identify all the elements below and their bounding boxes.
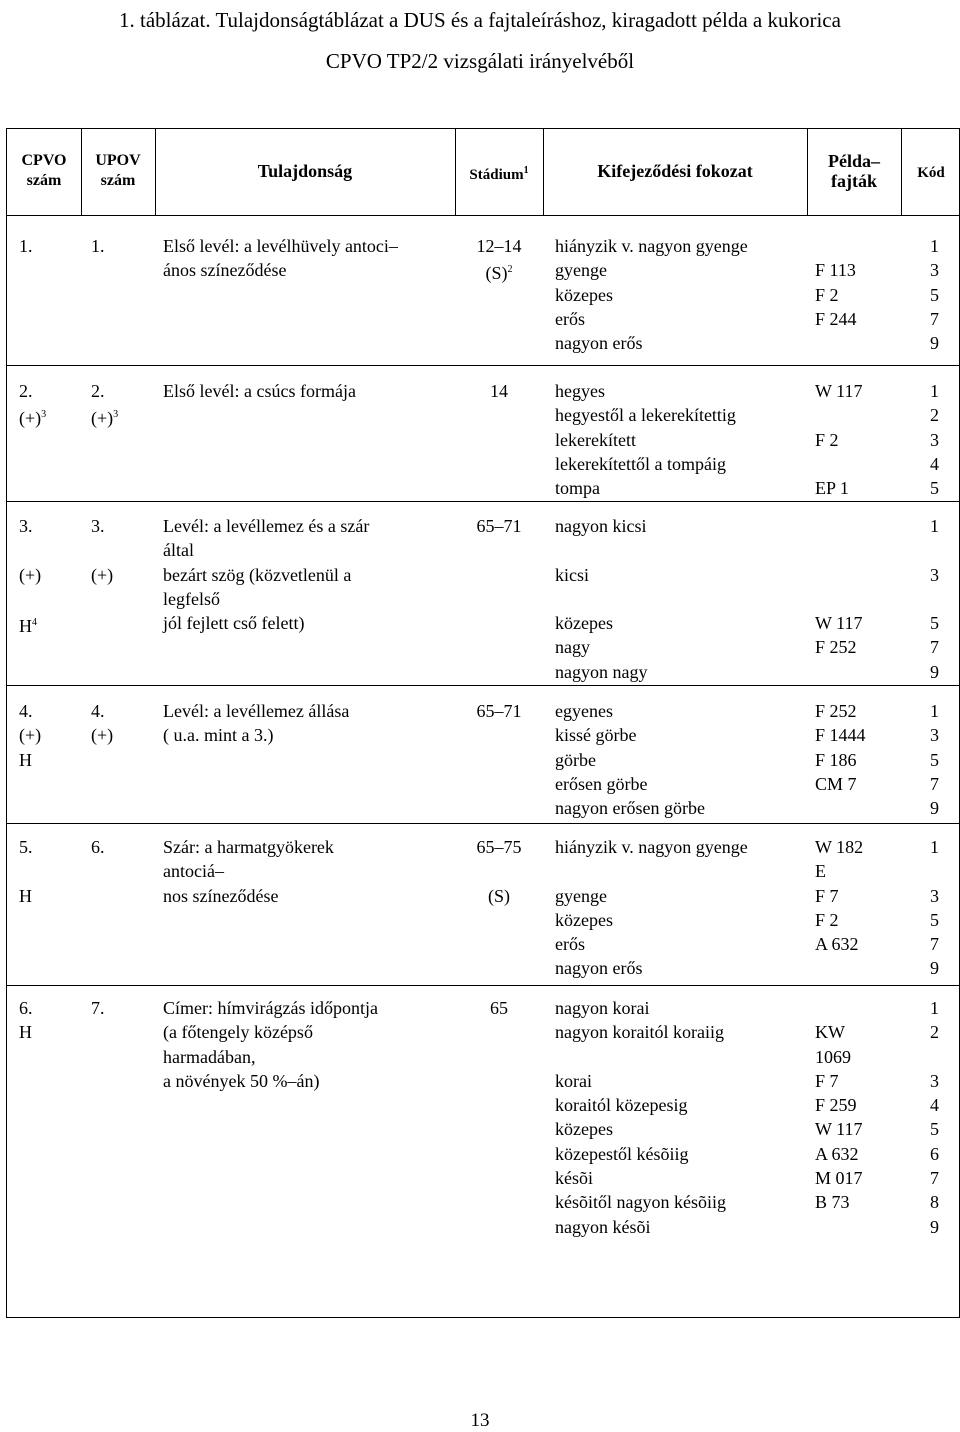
code-values: 1 3 5 7 9 bbox=[930, 516, 939, 682]
example-varieties: F 252 F 1444 F 186 CM 7 bbox=[815, 701, 866, 794]
characteristic-text: Első levél: a csúcs formája bbox=[163, 381, 356, 401]
footnote-marker: 4 bbox=[32, 617, 37, 629]
expression-levels: hiányzik v. nagyon gyenge gyenge közepes erős nagyon erős bbox=[555, 236, 748, 354]
row-separator bbox=[7, 365, 959, 366]
footnote-marker: 3 bbox=[113, 409, 119, 421]
example-varieties: W 117 F 252 bbox=[815, 613, 863, 658]
cpvo-number: 6. H bbox=[19, 998, 33, 1043]
caption-line-1: 1. táblázat. Tulajdonságtáblázat a DUS és a fajtaleíráshoz, kiragadott példa a kukorica bbox=[119, 8, 841, 32]
code-values: 1 3 5 7 9 bbox=[930, 837, 939, 979]
characteristic-text: Címer: hímvirágzás időpontja (a főtengely középső harmadában, a növények 50 %–án) bbox=[163, 998, 378, 1091]
cpvo-number: 4. (+) H bbox=[19, 701, 42, 770]
row-separator bbox=[7, 685, 959, 686]
characteristics-table bbox=[6, 128, 960, 1318]
footnote-marker: 3 bbox=[41, 409, 47, 421]
cpvo-number: 2. $(+)^3$ bbox=[19, 381, 47, 429]
cpvo-number: 1. bbox=[19, 236, 33, 256]
expression-levels: nagyon kicsi kicsi közepes nagy nagyon nagy bbox=[555, 516, 648, 682]
stage-value: 14 bbox=[490, 381, 508, 401]
upov-number: 6. bbox=[91, 837, 105, 857]
code-values: 1 3 5 7 9 bbox=[930, 701, 939, 819]
cpvo-number: 5. H bbox=[19, 837, 33, 906]
header-stadium: Stádium$^1$ bbox=[469, 165, 529, 183]
upov-number: 1. bbox=[91, 236, 105, 256]
page-number: 13 bbox=[470, 1410, 490, 1431]
header-tulajdonsag: Tulajdonság bbox=[257, 161, 353, 181]
upov-number: 4. (+) bbox=[91, 701, 114, 746]
code-values: 1 2 3 4 5 6 7 8 9 bbox=[930, 998, 939, 1237]
table-caption bbox=[0, 0, 960, 82]
characteristic-text: Első levél: a levélhüvely antoci– ános színeződése bbox=[163, 236, 398, 281]
stage-value: 65 bbox=[490, 998, 508, 1018]
row-separator bbox=[7, 501, 959, 502]
footnote-marker: 2 bbox=[507, 264, 513, 276]
header-pelda-fajtak: Példa– fajták bbox=[828, 151, 880, 191]
code-values: 1 2 3 4 5 bbox=[930, 381, 939, 499]
stage-value: 12–14 $(S)^2$ bbox=[476, 236, 522, 284]
header-kifejezodesi-fokozat: Kifejeződési fokozat bbox=[597, 161, 753, 181]
header-cpvo: CPVO szám bbox=[21, 152, 67, 189]
row-separator bbox=[7, 823, 959, 824]
stage-value: 65–71 bbox=[476, 701, 522, 721]
expression-levels: nagyon korai nagyon koraitól koraiig korai koraitól közepesig közepes közepestől késõiig késõi késõitől nagyon késõiig nagyon késõi bbox=[555, 998, 726, 1237]
header-separator bbox=[7, 215, 959, 216]
upov-number: 7. bbox=[91, 998, 105, 1018]
header-upov: UPOV szám bbox=[95, 152, 141, 189]
row-separator bbox=[7, 985, 959, 986]
stage-value: 65–75 (S) bbox=[476, 837, 522, 906]
expression-levels: egyenes kissé görbe görbe erősen görbe nagyon erősen görbe bbox=[555, 701, 705, 819]
stage-value: 65–71 bbox=[476, 516, 522, 536]
caption-line-2: CPVO TP2/2 vizsgálati irányelvéből bbox=[325, 49, 635, 73]
example-varieties: F 113 F 2 F 244 bbox=[815, 260, 857, 329]
upov-number: 3. (+) bbox=[91, 516, 114, 585]
upov-number: 2. $(+)^3$ bbox=[91, 381, 119, 429]
header-kod: Kód bbox=[917, 165, 945, 181]
characteristic-text: Levél: a levéllemez és a szár által bezárt szög (közvetlenül a legfelső jól fejlett cső felett) bbox=[163, 516, 370, 634]
characteristic-text: Szár: a harmatgyökerek antociá– nos színeződése bbox=[163, 837, 334, 906]
code-values: 1 3 5 7 9 bbox=[930, 236, 939, 354]
example-varieties: W 117 F 2 EP 1 bbox=[815, 381, 863, 499]
expression-levels: hegyes hegyestől a lekerekítettig lekerekített lekerekítettől a tompáig tompa bbox=[555, 381, 736, 499]
characteristic-text: Levél: a levéllemez állása ( u.a. mint a 3.) bbox=[163, 701, 350, 746]
expression-levels: hiányzik v. nagyon gyenge gyenge közepes erős nagyon erős bbox=[555, 837, 748, 979]
example-varieties: W 182 E F 7 F 2 A 632 bbox=[815, 837, 864, 955]
cpvo-number: 3. (+) $H^4$ bbox=[19, 516, 42, 637]
example-varieties: KW 1069 F 7 F 259 W 117 A 632 M 017 B 73 bbox=[815, 1022, 863, 1213]
